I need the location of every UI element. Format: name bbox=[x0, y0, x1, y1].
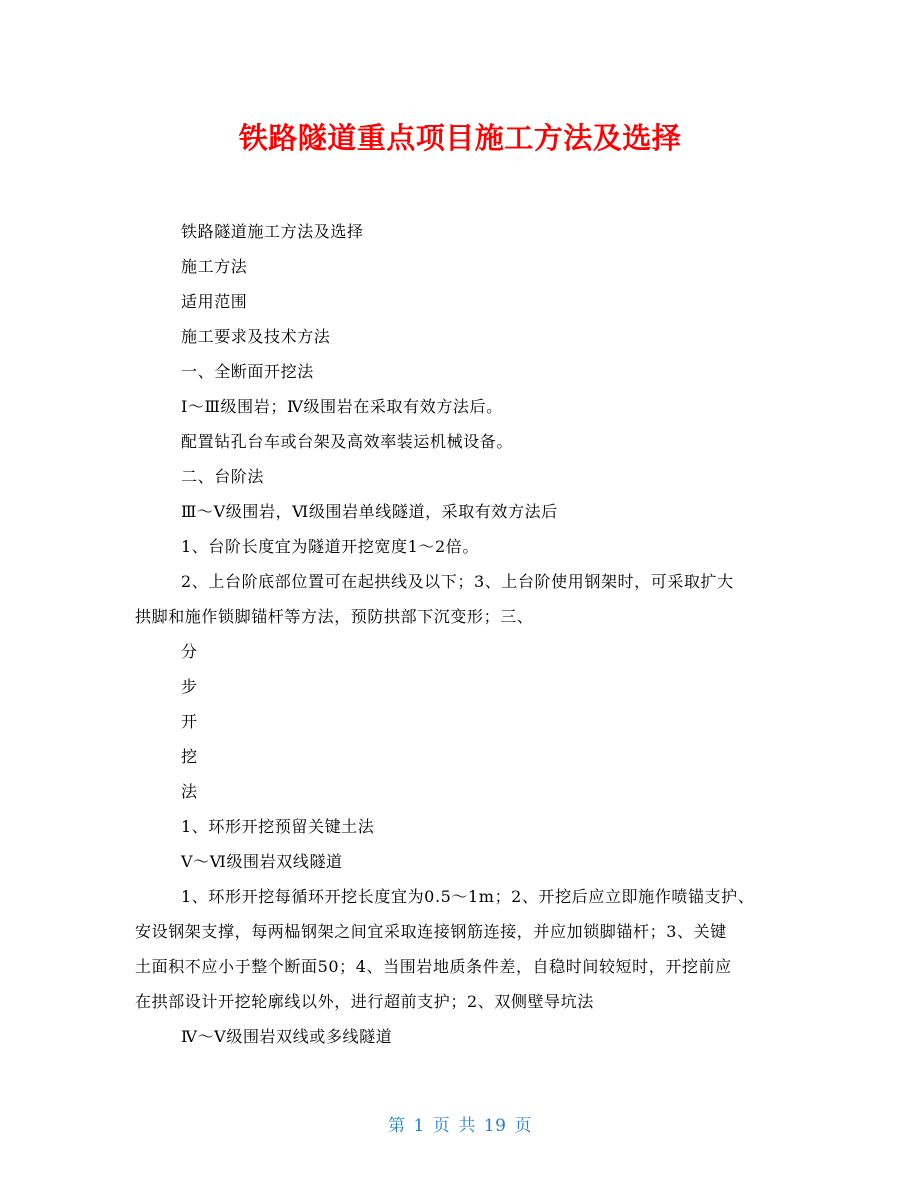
footer-suffix: 页 bbox=[514, 1116, 532, 1136]
paragraph-line: 1、台阶长度宜为隧道开挖宽度1～2倍。 bbox=[181, 537, 479, 556]
paragraph-line: 铁路隧道施工方法及选择 bbox=[181, 222, 364, 241]
paragraph-line: 拱脚和施作锁脚锚杆等方法，预防拱部下沉变形；三、 bbox=[135, 607, 534, 626]
paragraph-line: 法 bbox=[181, 782, 198, 801]
paragraph-line: Ⅰ～Ⅲ级围岩；Ⅳ级围岩在采取有效方法后。 bbox=[181, 397, 503, 416]
paragraph-line: Ⅲ～Ⅴ级围岩，Ⅵ级围岩单线隧道，采取有效方法后 bbox=[181, 502, 558, 521]
footer-page-word: 页 bbox=[432, 1116, 451, 1136]
paragraph-line: Ⅳ～Ⅴ级围岩双线或多线隧道 bbox=[181, 1027, 393, 1046]
paragraph-line: 施工要求及技术方法 bbox=[181, 327, 331, 346]
paragraph-line: 开 bbox=[181, 712, 198, 731]
paragraph-line: 2、上台阶底部位置可在起拱线及以下；3、上台阶使用钢架时，可采取扩大 bbox=[181, 572, 734, 591]
current-page-number: 1 bbox=[413, 1116, 425, 1136]
paragraph-line: 适用范围 bbox=[181, 292, 248, 311]
paragraph-line: 在拱部设计开挖轮廓线以外，进行超前支护；2、双侧壁导坑法 bbox=[135, 992, 594, 1011]
paragraph-line: 安设钢架支撑，每两榀钢架之间宜采取连接钢筋连接，并应加锁脚锚杆；3、关键 bbox=[135, 922, 727, 941]
paragraph-line: 1、环形开挖每循环开挖长度宜为0.5～1m；2、开挖后应立即施作喷锚支护、 bbox=[181, 887, 755, 906]
document-body bbox=[135, 214, 785, 1054]
footer-prefix: 第 bbox=[388, 1116, 406, 1136]
paragraph-line: 土面积不应小于整个断面50；4、当围岩地质条件差，自稳时间较短时，开挖前应 bbox=[135, 957, 732, 976]
paragraph-line: Ⅴ～Ⅵ级围岩双线隧道 bbox=[181, 852, 343, 871]
section-heading: 二、台阶法 bbox=[181, 467, 265, 486]
paragraph-line: 1、环形开挖预留关键土法 bbox=[181, 817, 375, 836]
paragraph-line: 施工方法 bbox=[181, 257, 248, 276]
section-heading: 一、全断面开挖法 bbox=[181, 362, 314, 381]
paragraph-line: 分 bbox=[181, 642, 198, 661]
total-pages-number: 19 bbox=[483, 1116, 507, 1136]
paragraph-line: 配置钻孔台车或台架及高效率装运机械设备。 bbox=[181, 432, 514, 451]
paragraph-line: 步 bbox=[181, 677, 198, 696]
footer-total-word: 共 bbox=[458, 1116, 476, 1136]
document-title: 铁路隧道重点项目施工方法及选择 bbox=[238, 121, 682, 155]
paragraph-line: 挖 bbox=[181, 747, 198, 766]
page-footer bbox=[0, 1114, 920, 1138]
